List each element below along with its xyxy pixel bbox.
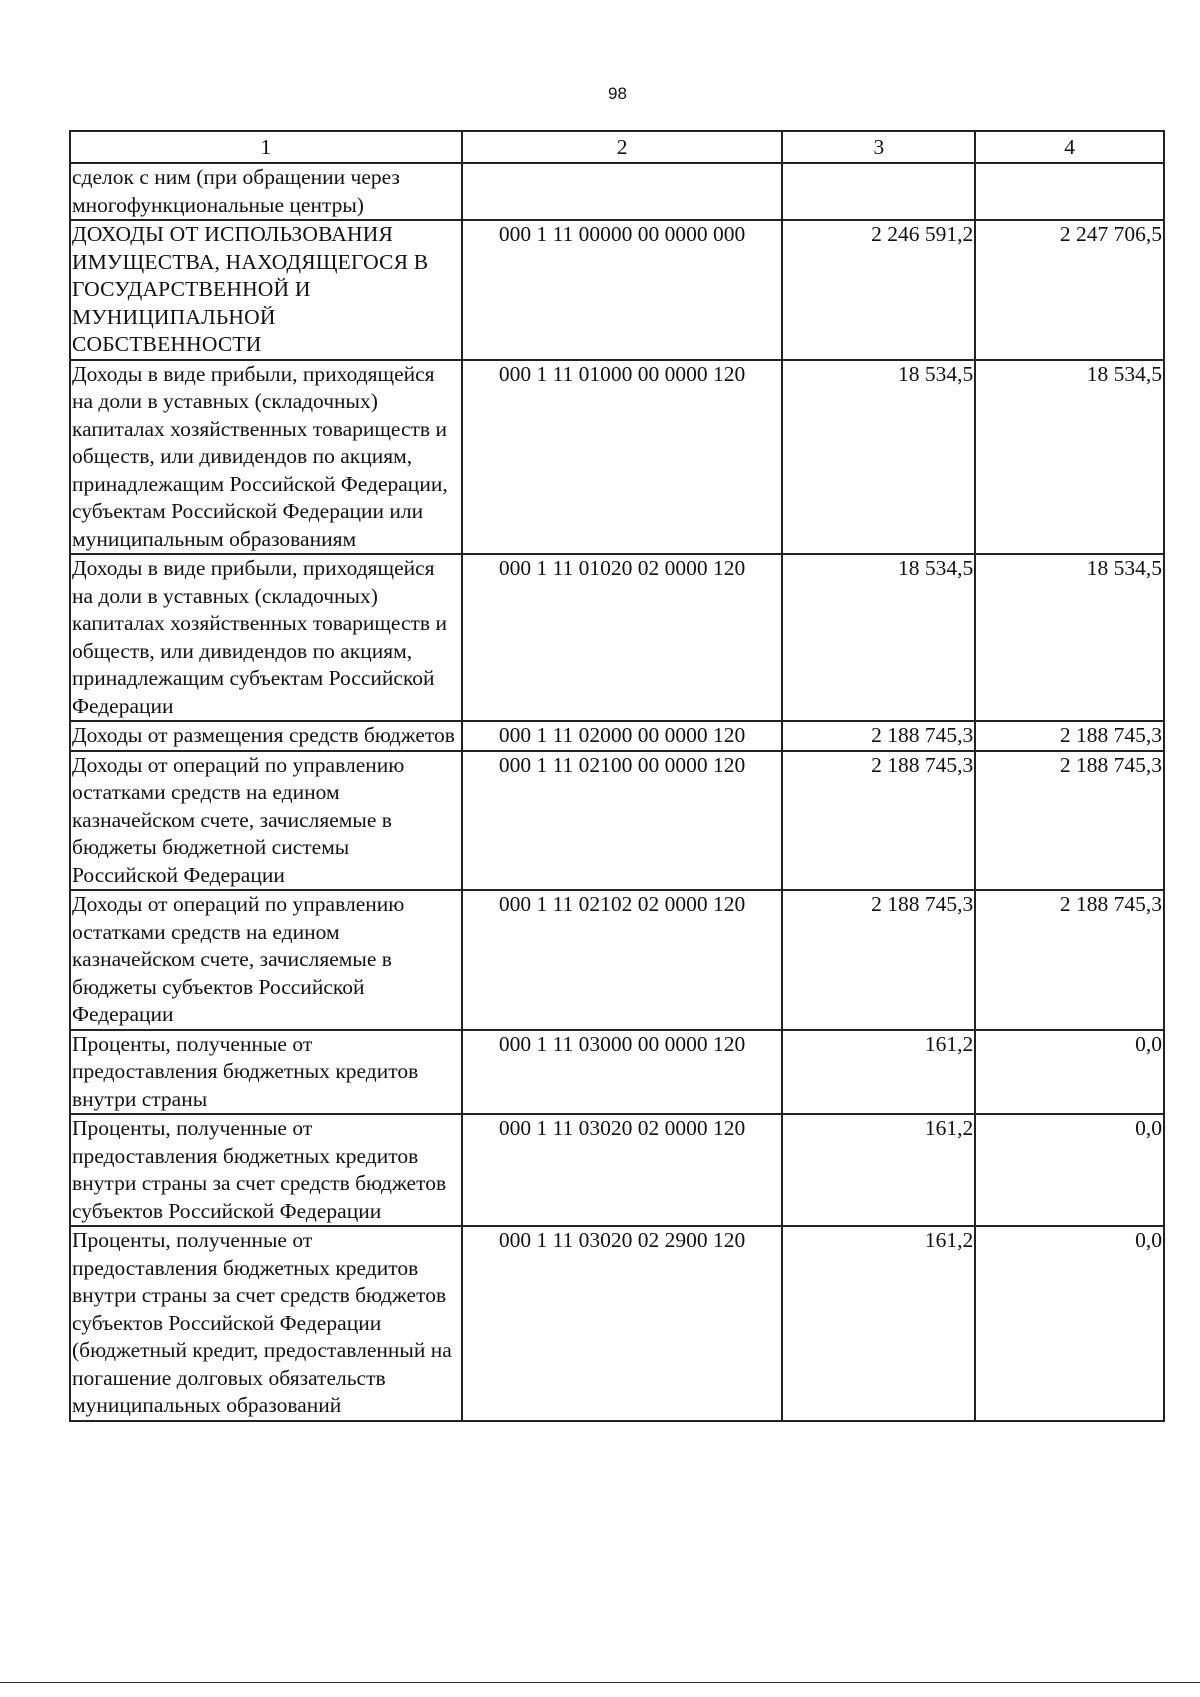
table-row	[70, 751, 1164, 891]
row-code: 000 1 11 03000 00 0000 120	[462, 1030, 783, 1115]
row-code: 000 1 11 01020 02 0000 120	[462, 554, 783, 721]
row-code: 000 1 11 00000 00 0000 000	[462, 220, 783, 360]
row-code: 000 1 11 03020 02 2900 120	[462, 1226, 783, 1421]
row-name: Доходы в виде прибыли, приходящейся на доли в уставных (складочных) капиталах хозяйственных товариществ и обществ, или дивидендов по акциям, принадлежащим Российской Федерации, субъектам Российской Федерации или муниципальным образованиям	[70, 360, 462, 555]
row-value-col3: 2 188 745,3	[782, 751, 975, 891]
row-value-col4: 18 534,5	[975, 554, 1164, 721]
row-code: 000 1 11 02000 00 0000 120	[462, 721, 783, 751]
row-name: сделок с ним (при обращении через многофункциональные центры)	[70, 163, 462, 220]
revenue-table	[69, 130, 1165, 1422]
row-code: 000 1 11 01000 00 0000 120	[462, 360, 783, 555]
column-header-3: 3	[782, 131, 975, 163]
table-row	[70, 220, 1164, 360]
row-value-col3: 2 188 745,3	[782, 890, 975, 1030]
column-header-4: 4	[975, 131, 1164, 163]
row-value-col3: 18 534,5	[782, 360, 975, 555]
row-value-col4: 0,0	[975, 1226, 1164, 1421]
row-value-col3: 2 188 745,3	[782, 721, 975, 751]
row-value-col4: 2 188 745,3	[975, 721, 1164, 751]
row-value-col4: 0,0	[975, 1030, 1164, 1115]
row-name: Проценты, полученные от предоставления бюджетных кредитов внутри страны за счет средств бюджетов субъектов Российской Федерации	[70, 1114, 462, 1226]
footer-divider	[0, 1682, 1200, 1683]
row-value-col3: 2 246 591,2	[782, 220, 975, 360]
table-row	[70, 554, 1164, 721]
row-value-col4	[975, 163, 1164, 220]
row-name: Проценты, полученные от предоставления бюджетных кредитов внутри страны	[70, 1030, 462, 1115]
row-name: ДОХОДЫ ОТ ИСПОЛЬЗОВАНИЯ ИМУЩЕСТВА, НАХОДЯЩЕГОСЯ В ГОСУДАРСТВЕННОЙ И МУНИЦИПАЛЬНОЙ СОБСТВЕННОСТИ	[72, 222, 429, 356]
table-row	[70, 890, 1164, 1030]
table-row	[70, 1226, 1164, 1421]
row-value-col3: 161,2	[782, 1030, 975, 1115]
table-row	[70, 721, 1164, 751]
row-code: 000 1 11 02100 00 0000 120	[462, 751, 783, 891]
row-value-col4: 2 188 745,3	[975, 890, 1164, 1030]
table-row	[70, 1114, 1164, 1226]
row-name: Доходы от операций по управлению остатками средств на едином казначейском счете, зачисляемые в бюджеты бюджетной системы Российской Федерации	[70, 751, 462, 891]
table-header-row	[70, 131, 1164, 163]
row-value-col3: 161,2	[782, 1114, 975, 1226]
row-name: Доходы от размещения средств бюджетов	[70, 721, 462, 751]
table-row	[70, 1030, 1164, 1115]
row-value-col4: 0,0	[975, 1114, 1164, 1226]
row-name: Доходы от операций по управлению остатками средств на едином казначейском счете, зачисляемые в бюджеты субъектов Российской Федерации	[70, 890, 462, 1030]
row-name: Доходы в виде прибыли, приходящейся на доли в уставных (складочных) капиталах хозяйственных товариществ и обществ, или дивидендов по акциям, принадлежащим субъектам Российской Федерации	[70, 554, 462, 721]
row-value-col3: 18 534,5	[782, 554, 975, 721]
column-header-1: 1	[70, 131, 462, 163]
row-name: Проценты, полученные от предоставления бюджетных кредитов внутри страны за счет средств бюджетов субъектов Российской Федерации (бюджетный кредит, предоставленный на погашение долговых обязательств муниципальных образований	[70, 1226, 462, 1421]
column-header-2: 2	[462, 131, 783, 163]
row-value-col4: 2 188 745,3	[975, 751, 1164, 891]
row-code: 000 1 11 02102 02 0000 120	[462, 890, 783, 1030]
row-value-col4: 2 247 706,5	[975, 220, 1164, 360]
row-value-col3	[782, 163, 975, 220]
row-code: 000 1 11 03020 02 0000 120	[462, 1114, 783, 1226]
row-code	[462, 163, 783, 220]
table-row	[70, 163, 1164, 220]
page-number: 98	[608, 84, 627, 103]
row-value-col4: 18 534,5	[975, 360, 1164, 555]
row-value-col3: 161,2	[782, 1226, 975, 1421]
table-row	[70, 360, 1164, 555]
